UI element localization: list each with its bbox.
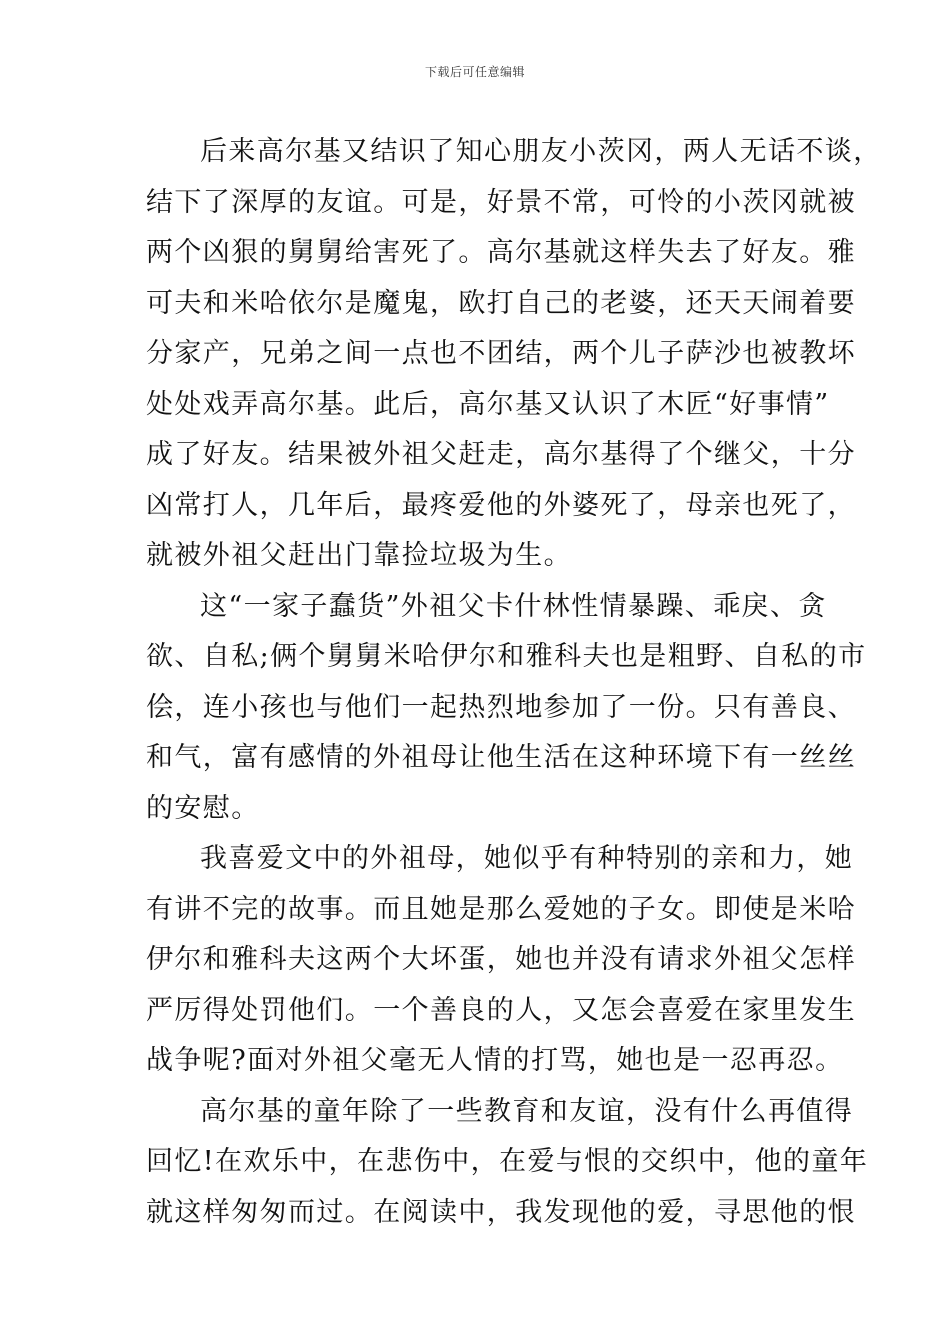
paragraph-1-line-9: 就被外祖父赶出门靠捡垃圾为生。 bbox=[146, 540, 572, 571]
paragraph-3-line-5: 战争呢?面对外祖父毫无人情的打骂，她也是一忍再忍。 bbox=[146, 1045, 844, 1076]
paragraph-4-line-2: 回忆!在欢乐中，在悲伤中，在爱与恨的交织中，他的童年 bbox=[146, 1146, 869, 1177]
paragraph-1-line-6: 处处戏弄高尔基。此后，高尔基又认识了木匠“好事情” bbox=[146, 388, 830, 420]
paragraph-1-line-3: 两个凶狠的舅舅给害死了。高尔基就这样失去了好友。雅 bbox=[146, 237, 856, 268]
paragraph-1-line-2: 结下了深厚的友谊。可是，好景不常，可怜的小茨冈就被 bbox=[146, 186, 856, 218]
paragraph-2-line-5: 的安慰。 bbox=[146, 792, 260, 824]
paragraph-3-line-1: 我喜爱文中的外祖母，她似乎有种特别的亲和力，她 bbox=[200, 843, 854, 874]
paragraph-4-line-1: 高尔基的童年除了一些教育和友谊，没有什么再值得 bbox=[200, 1095, 854, 1127]
paragraph-3-line-3: 伊尔和雅科夫这两个大坏蛋，她也并没有请求外祖父怎样 bbox=[146, 944, 856, 975]
paragraph-1 bbox=[146, 127, 882, 582]
paragraph-2-line-4: 和气，富有感情的外祖母让他生活在这种环境下有一丝丝 bbox=[146, 742, 856, 773]
paragraph-1-line-4: 可夫和米哈依尔是魔鬼，欧打自己的老婆，还天天闹着要 bbox=[146, 287, 856, 319]
header-note: 下载后可任意编辑 bbox=[424, 65, 525, 79]
paragraph-1-line-5: 分家产，兄弟之间一点也不团结，两个儿子萨沙也被教坏 bbox=[146, 338, 856, 369]
paragraph-2 bbox=[146, 582, 867, 835]
paragraph-2-line-3: 侩，连小孩也与他们一起热烈地参加了一份。只有善良、 bbox=[146, 691, 856, 723]
paragraph-4-line-3: 就这样匆匆而过。在阅读中，我发现他的爱，寻思他的恨 bbox=[146, 1196, 856, 1228]
paragraph-2-line-1: 这“一家子蠢货”外祖父卡什林性情暴躁、乖戾、贪 bbox=[200, 590, 827, 622]
paragraph-3 bbox=[146, 834, 856, 1087]
paragraph-1-line-1: 后来高尔基又结识了知心朋友小茨冈，两人无话不谈， bbox=[200, 136, 882, 167]
paragraph-3-line-2: 有讲不完的故事。而且她是那么爱她的子女。即使是米哈 bbox=[146, 893, 856, 925]
body-text bbox=[146, 127, 882, 1238]
paragraph-2-line-2: 欲、自私;俩个舅舅米哈伊尔和雅科夫也是粗野、自私的市 bbox=[146, 641, 867, 672]
paragraph-1-line-8: 凶常打人，几年后，最疼爱他的外婆死了，母亲也死了， bbox=[146, 489, 856, 521]
paragraph-3-line-4: 严厉得处罚他们。一个善良的人，又怎会喜爱在家里发生 bbox=[146, 994, 856, 1026]
paragraph-1-line-7: 成了好友。结果被外祖父赶走，高尔基得了个继父，十分 bbox=[146, 439, 856, 470]
paragraph-4 bbox=[146, 1087, 869, 1239]
